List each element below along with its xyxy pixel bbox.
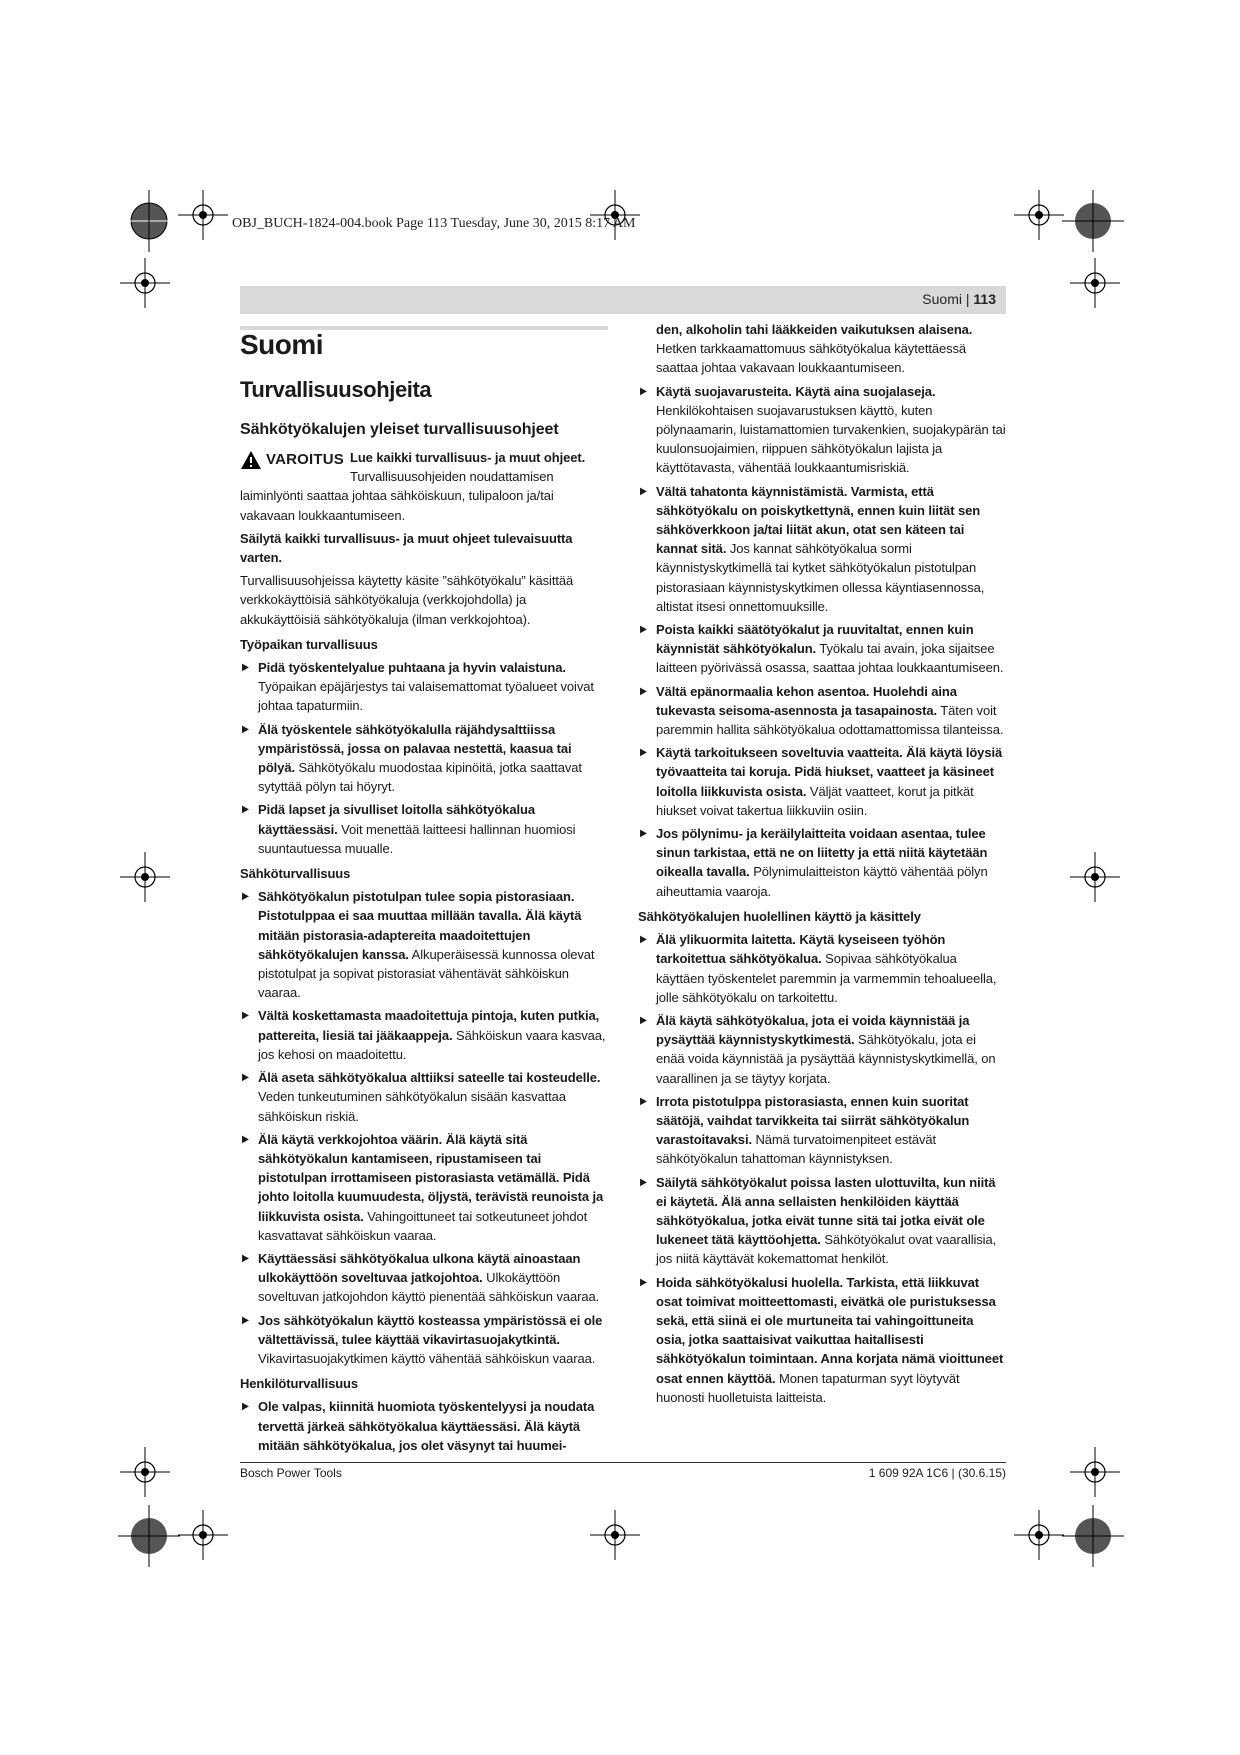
crosshair-mark-right-lower <box>1070 1447 1120 1497</box>
list-item: ▶ Jos sähkötyökalun käyttö kosteassa ympäristössä ei ole vältettävissä, tulee käyttää vikavirtasuojakytkintä. Vikavirtasuojakytkimen käyttö vähentää sähköiskun vaaraa. <box>240 1311 608 1369</box>
list-item: ▶ Vältä koskettamasta maadoitettuja pintoja, kuten putkia, pattereita, liesiä tai jääkaappeja. Sähköiskun vaara kasvaa, jos kehosi on maadoitettu. <box>240 1006 608 1064</box>
personal-safety-list-continued <box>638 382 1006 901</box>
warning-bold: Lue kaikki turvallisuus- ja muut ohjeet. <box>350 450 586 465</box>
list-item: ▶ Älä käytä verkkojohtoa väärin. Älä käytä sitä sähkötyökalun kantamiseen, ripustamiseen tai pistotulpan irrottamiseen pistorasiasta vetämällä. Pidä johto loitolla kuumuudesta, öljystä, terävistä reunoista ja liikkuvista osista. Vahingoittuneet tai sotkeutuneet johdot kasvattavat sähköiskun vaaraa. <box>240 1130 608 1245</box>
registration-mark-bottom-right <box>1062 1505 1124 1567</box>
workplace-safety-list <box>240 658 608 858</box>
right-column <box>638 320 1006 1411</box>
page-title: Suomi <box>240 329 324 360</box>
tool-use-list <box>638 930 1006 1407</box>
list-item: ▶ Vältä tahatonta käynnistämistä. Varmista, että sähkötyökalu on poiskytkettynä, ennen kuin liität sen sähköverkkoon ja/tai liität akun, otat sen käteen tai kannat sitä. Jos kannat sähkötyökalua sormi käynnistyskytkimellä tai kytket sähkötyökalun pistotulpan pistorasiaan käynnistyskytkimen ollessa käyntiasennossa, altistat itsesi onnettomuuksille. <box>638 482 1006 616</box>
footer-rule <box>240 1462 1006 1463</box>
header-language: Suomi <box>922 291 962 307</box>
list-item: ▶ Sähkötyökalun pistotulpan tulee sopia pistorasiaan. Pistotulppaa ei saa muuttaa millään tavalla. Älä käytä mitään pistorasia-adaptereita maadoitettujen sähkötyökalujen kanssa. Alkuperäisessä kunnossa olevat pistotulpat ja sopivat pistorasiat vähentävät sähköiskun vaaraa. <box>240 887 608 1002</box>
registration-mark-top-right <box>1062 190 1124 252</box>
crosshair-mark-top-center <box>590 190 640 240</box>
crosshair-mark-left-middle <box>120 852 170 902</box>
list-item: ▶ Käyttäessäsi sähkötyökalua ulkona käytä ainoastaan ulkokäyttöön soveltuvaa jatkojohtoa. Ulkokäyttöön soveltuvan jatkojohdon käyttö pienentää sähköiskun vaaraa. <box>240 1249 608 1307</box>
crosshair-mark-top-right <box>1014 190 1064 240</box>
crosshair-mark-right-upper <box>1070 258 1120 308</box>
crosshair-mark-bottom-center <box>590 1510 640 1560</box>
warning-triangle-icon <box>240 450 262 470</box>
crosshair-mark-left-lower <box>120 1447 170 1497</box>
footer-doc-number: 1 609 92A 1C6 | (30.6.15) <box>868 1466 1006 1480</box>
subsection-title: Sähkötyökalujen yleiset turvallisuusohjeet <box>240 421 559 438</box>
print-imprint: OBJ_BUCH-1824-004.book Page 113 Tuesday, June 30, 2015 8:17 AM <box>232 216 636 231</box>
section-title: Turvallisuusohjeita <box>240 377 432 402</box>
list-item: ▶ Älä käytä sähkötyökalua, jota ei voida käynnistää ja pysäyttää käynnistyskytkimestä. Sähkötyökalu, jota ei enää voida käynnistää ja pysäyttää käynnistyskytkimellä, on vaarallinen ja se täytyy korjata. <box>638 1011 1006 1088</box>
list-item: ▶ Hoida sähkötyökalusi huolella. Tarkista, että liikkuvat osat toimivat moitteettomasti, eivätkä ole puristuksessa sekä, että siinä ei ole murtuneita tai vahingoittuneita osia, jotka saattaisivat vaikuttaa haitallisesti sähkötyökalun toimintaan. Anna korjata nämä vioittuneet osat ennen käyttöä. Monen tapaturman syyt löytyvät huonosti huolletuista laitteista. <box>638 1273 1006 1407</box>
continued-paragraph: den, alkoholin tahi lääkkeiden vaikutuksen alaisena. Hetken tarkkaamattomuus sähkötyökalua käytettäessä saattaa johtaa vakavaan loukkaantumiseen. <box>656 322 973 376</box>
crosshair-mark-bottom-right <box>1014 1510 1064 1560</box>
crosshair-mark-bottom-left <box>178 1510 228 1560</box>
list-item: ▶ Pidä lapset ja sivulliset loitolla sähkötyökalua käyttäessäsi. Voit menettää laitteesi hallinnan huomiosi suuntautuessa muualle. <box>240 800 608 858</box>
electrical-safety-heading: Sähköturvallisuus <box>240 866 351 882</box>
list-item: ▶ Käytä tarkoitukseen soveltuvia vaatteita. Älä käytä löysiä työvaatteita tai koruja. Pidä hiukset, vaatteet ja käsineet loitolla liikkuvista osista. Väljät vaatteet, korut ja pitkät hiukset voivat takertua liikkuviin osiin. <box>638 743 1006 820</box>
workplace-safety-heading: Työpaikan turvallisuus <box>240 636 378 652</box>
footer-brand: Bosch Power Tools <box>240 1466 342 1480</box>
warning-block <box>240 448 608 525</box>
list-item: ▶ Älä työskentele sähkötyökalulla räjähdysalttiissa ympäristössä, jossa on palavaa nestettä, kaasua tai pölyä. Sähkötyökalu muodostaa kipinöitä, jotka saattavat sytyttää pölyn tai höyryt. <box>240 720 608 797</box>
list-item: ▶ Käytä suojavarusteita. Käytä aina suojalaseja. Henkilökohtaisen suojavarustuksen käyttö, kuten pölynaamarin, luistamattomien turvakenkien, suojakypärän tai kuulonsuojaimien, riippuen sähkötyökalun lajista ja käyttötavasta, vähentää loukkaantumisriskiä. <box>638 382 1006 478</box>
personal-safety-heading: Henkilöturvallisuus <box>240 1376 359 1392</box>
list-item: ▶ Vältä epänormaalia kehon asentoa. Huolehdi aina tukevasta seisoma-asennosta ja tasapainosta. Täten voit paremmin hallita sähkötyökalua odottamattomissa tilanteissa. <box>638 682 1006 740</box>
warning-text: Turvallisuusohjeiden noudattamisen laiminlyönti saattaa johtaa sähköiskuun, tulipaloon ja/tai vakavaan loukkaantumiseen. <box>240 469 554 523</box>
warning-label: VAROITUS <box>266 451 344 469</box>
registration-mark-bottom-left <box>118 1505 180 1567</box>
tool-use-heading: Sähkötyökalujen huolellinen käyttö ja käsittely <box>638 908 921 924</box>
crosshair-mark-left-upper <box>120 258 170 308</box>
list-item: ▶ Älä ylikuormita laitetta. Käytä kyseiseen työhön tarkoitettua sähkötyökalua. Sopivaa sähkötyökalua käyttäen työskentelet paremmin ja varmemmin tehoalueella, jolle sähkötyökalu on tarkoitettu. <box>638 930 1006 1007</box>
list-item: ▶ Poista kaikki säätötyökalut ja ruuvitaltat, ennen kuin käynnistät sähkötyökalun. Työkalu tai avain, joka sijaitsee laitteen pyörivässä osassa, saattaa johtaa loukkaantumiseen. <box>638 620 1006 678</box>
list-item: ▶ Älä aseta sähkötyökalua alttiiksi sateelle tai kosteudelle. Veden tunkeutuminen sähkötyökalun sisään kasvattaa sähköiskun riskiä. <box>240 1068 608 1126</box>
list-item: ▶ Ole valpas, kiinnitä huomiota työskentelyysi ja noudata tervettä järkeä sähkötyökalua käyttäessäsi. Älä käytä mitään sähkötyökalua, jos olet väsynyt tai huumei- <box>240 1397 608 1455</box>
list-item: ▶ Säilytä sähkötyökalut poissa lasten ulottuvilta, kun niitä ei käytetä. Älä anna sellaisten henkilöiden käyttää sähkötyökalua, jotka eivät tunne sitä tai jotka eivät ole lukeneet tätä käyttöohjetta. Sähkötyökalut ovat vaarallisia, jos niitä käyttävät kokemattomat henkilöt. <box>638 1173 1006 1269</box>
page-header-text: Suomi | 113 <box>922 291 996 307</box>
left-column <box>240 328 608 1459</box>
list-item: ▶ Irrota pistotulppa pistorasiasta, ennen kuin suoritat säätöjä, vaihdat tarvikkeita tai siirrät sähkötyökalun varastoitavaksi. Nämä turvatoimenpiteet estävät sähkötyökalun tahattoman käynnistyksen. <box>638 1092 1006 1169</box>
page-header-bar <box>240 286 1006 314</box>
page-number: 113 <box>973 291 996 307</box>
personal-safety-list <box>240 1397 608 1455</box>
keep-instructions: Säilytä kaikki turvallisuus- ja muut ohjeet tulevaisuutta varten. <box>240 530 573 566</box>
list-item: ▶ Jos pölynimu- ja keräilylaitteita voidaan asentaa, tulee sinun tarkistaa, että ne on liitetty ja että niitä käytetään oikealla tavalla. Pölynimulaitteiston käyttö vähentää pölyn aiheuttamia vaaroja. <box>638 824 1006 901</box>
crosshair-mark-right-middle <box>1070 852 1120 902</box>
registration-mark-top-left <box>118 190 180 252</box>
list-item: ▶ Pidä työskentelyalue puhtaana ja hyvin valaistuna. Työpaikan epäjärjestys tai valaisemattomat työalueet voivat johtaa tapaturmiin. <box>240 658 608 716</box>
warning-badge <box>240 450 344 470</box>
intro-paragraph: Turvallisuusohjeissa käytetty käsite ”sähkötyökalu” käsittää verkkokäyttöisiä sähkötyökaluja (verkkojohdolla) ja akkukäyttöisiä sähkötyökaluja (ilman verkkojohtoa). <box>240 573 574 627</box>
crosshair-mark-top-left <box>178 190 228 240</box>
electrical-safety-list <box>240 887 608 1368</box>
